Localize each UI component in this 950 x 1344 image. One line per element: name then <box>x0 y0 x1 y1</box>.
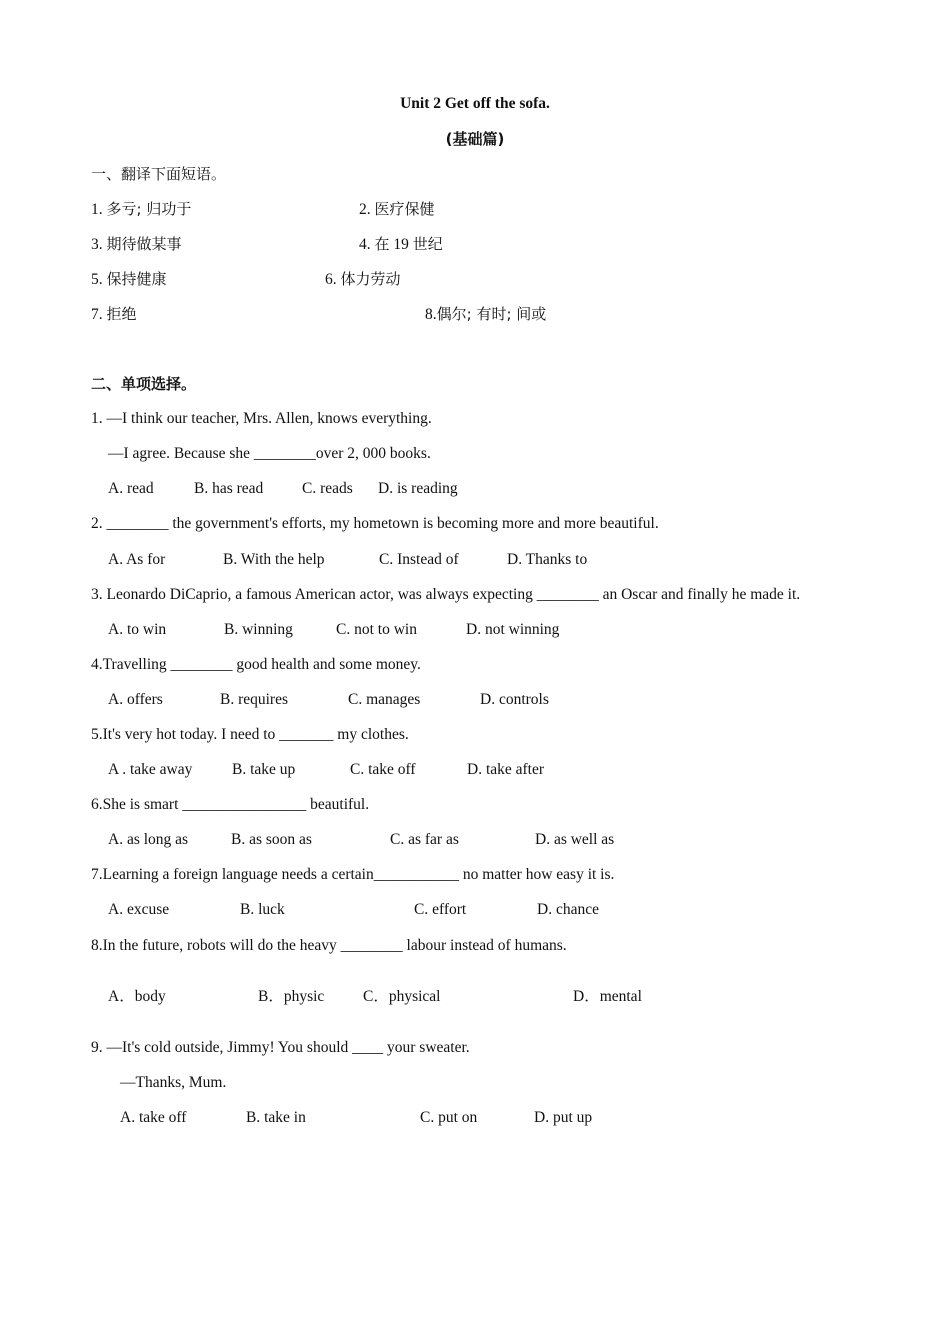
q8-option-b: B．physic <box>258 988 325 1005</box>
q2-option-a: A. As for <box>108 551 166 568</box>
q3-option-b: B. winning <box>224 621 293 638</box>
q4-option-d: D. controls <box>480 691 549 708</box>
q7-option-a: A. excuse <box>108 901 170 918</box>
q2-option-b: B. With the help <box>223 551 325 568</box>
q1-option-b: B. has read <box>194 480 264 497</box>
phrase-item-7: 7. 拒绝 <box>91 305 137 323</box>
q9-option-b: B. take in <box>246 1109 306 1126</box>
question-7-stem: 7.Learning a foreign language needs a certain___________ no matter how easy it is. <box>91 866 615 883</box>
q1-option-c: C. reads <box>302 480 353 497</box>
page-subtitle: (基础篇) <box>445 130 505 148</box>
q2-option-c: C. Instead of <box>379 551 459 568</box>
question-3-stem: 3. Leonardo DiCaprio, a famous American actor, was always expecting ________ an Oscar and finally he made it. <box>91 586 801 603</box>
q9-option-c: C. put on <box>420 1109 478 1126</box>
q6-option-b: B. as soon as <box>231 831 312 848</box>
q8-option-a: A．body <box>108 988 166 1005</box>
question-9-reply: —Thanks, Mum. <box>120 1074 227 1091</box>
question-8-stem: 8.In the future, robots will do the heavy ________ labour instead of humans. <box>91 937 567 954</box>
q3-option-d: D. not winning <box>466 621 560 638</box>
q2-option-d: D. Thanks to <box>507 551 588 568</box>
q3-option-c: C. not to win <box>336 621 417 638</box>
q5-option-d: D. take after <box>467 761 545 778</box>
q8-option-d: D．mental <box>573 988 642 1005</box>
section2-heading: 二、单项选择。 <box>91 375 197 393</box>
question-4-stem: 4.Travelling ________ good health and some money. <box>91 656 421 673</box>
q1-option-a: A. read <box>108 480 154 497</box>
page-title: Unit 2 Get off the sofa. <box>400 95 550 112</box>
q8-option-c: C．physical <box>363 988 441 1005</box>
q6-option-d: D. as well as <box>535 831 615 848</box>
q1-option-d: D. is reading <box>378 480 458 497</box>
q4-option-a: A. offers <box>108 691 163 708</box>
q9-option-d: D. put up <box>534 1109 593 1126</box>
q4-option-b: B. requires <box>220 691 289 708</box>
q3-option-a: A. to win <box>108 621 167 638</box>
q6-option-a: A. as long as <box>108 831 189 848</box>
q5-option-c: C. take off <box>350 761 416 778</box>
question-6-stem: 6.She is smart ________________ beautiful. <box>91 796 370 813</box>
section1-heading: 一、翻译下面短语。 <box>91 165 227 183</box>
q9-option-a: A. take off <box>120 1109 187 1126</box>
phrase-item-3: 3. 期待做某事 <box>91 235 182 253</box>
q5-option-a: A . take away <box>108 761 193 778</box>
question-1-stem: 1. —I think our teacher, Mrs. Allen, knows everything. <box>91 410 432 427</box>
question-2-stem: 2. ________ the government's efforts, my hometown is becoming more and more beautiful. <box>91 515 659 532</box>
q7-option-c: C. effort <box>414 901 467 918</box>
phrase-item-6: 6. 体力劳动 <box>325 270 401 288</box>
question-9-stem: 9. —It's cold outside, Jimmy! You should ____ your sweater. <box>91 1039 470 1056</box>
q6-option-c: C. as far as <box>390 831 459 848</box>
q7-option-b: B. luck <box>240 901 285 918</box>
phrase-item-5: 5. 保持健康 <box>91 270 167 288</box>
q4-option-c: C. manages <box>348 691 421 708</box>
question-1-reply: —I agree. Because she ________over 2, 000 books. <box>108 445 431 462</box>
q5-option-b: B. take up <box>232 761 296 778</box>
question-5-stem: 5.It's very hot today. I need to _______ my clothes. <box>91 726 409 743</box>
phrase-item-1: 1. 多亏; 归功于 <box>91 200 192 218</box>
phrase-item-4: 4. 在 19 世纪 <box>359 235 443 253</box>
q7-option-d: D. chance <box>537 901 599 918</box>
phrase-item-8: 8.偶尔; 有时; 间或 <box>425 305 547 323</box>
phrase-item-2: 2. 医疗保健 <box>359 200 435 218</box>
